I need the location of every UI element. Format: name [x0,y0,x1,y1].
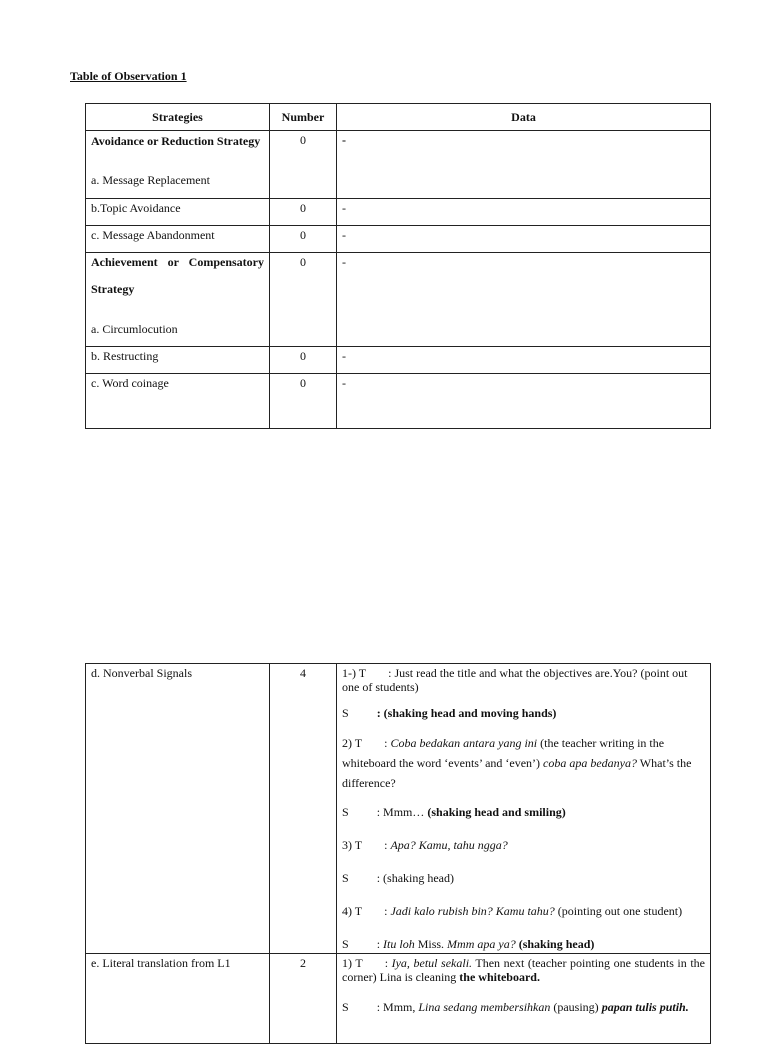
speaker: 3) T [342,838,363,852]
utterance: : (shaking head) [376,871,454,885]
speaker: 2) T [342,736,363,750]
utterance-l1: Lina sedang membersihkan [418,1000,551,1014]
utterance-l1: Apa? Kamu, tahu ngga? [390,838,508,852]
strategy-cell [86,131,270,199]
utterance: : Just read the title and what the objectives are.You? (point out one of students) [342,666,688,694]
utterance-l1: Iya, betul sekali. [391,956,473,970]
dialogue-line [342,871,705,885]
dialogue-line [342,904,705,918]
utterance: (shaking head and smiling) [427,805,566,819]
utterance: : Mmm… [376,805,428,819]
table-row [86,253,711,347]
dialogue-line [342,733,705,793]
observation-table-continued [85,663,711,1044]
page-title: Table of Observation 1 [70,69,187,83]
speaker: S [342,706,349,720]
utterance: Miss. [414,937,448,951]
table-header-row [86,104,711,131]
heading-word: or [167,255,179,269]
speaker: S [342,805,349,819]
dialogue-line [342,706,705,720]
dialogue-line [342,805,705,819]
achievement-heading [91,255,264,269]
strategy-cell: b.Topic Avoidance [86,199,270,226]
circumlocution-label: a. Circumlocution [91,322,178,336]
data-cell [337,954,711,1044]
number-cell: 0 [270,347,337,374]
utterance: (pausing) [550,1000,602,1014]
dialogue-line [342,838,705,852]
strategy-cell: e. Literal translation from L1 [86,954,270,1044]
utterance: : [376,937,384,951]
speaker: S [342,937,349,951]
header-strategies: Strategies [86,104,270,131]
utterance-l1: Jadi kalo rubish bin? Kamu tahu? [390,904,555,918]
utterance: : [384,736,391,750]
number-cell: 0 [270,374,337,429]
table-row [86,131,711,199]
utterance: (shaking head) [515,937,595,951]
table-row [86,199,711,226]
speaker: S [342,1000,349,1014]
number-cell: 2 [270,954,337,1044]
utterance-l1: Itu loh [383,937,415,951]
strategy-cell: d. Nonverbal Signals [86,664,270,954]
speaker: 1) T [342,956,363,970]
number-cell: 0 [270,253,337,347]
table-row [86,954,711,1044]
utterance: : [384,904,391,918]
data-cell: - [337,226,711,253]
utterance: What’s the difference? [342,756,692,790]
table-row [86,374,711,429]
strategy-cell: b. Restructing [86,347,270,374]
message-replacement-label: a. Message Replacement [91,173,210,187]
utterance: Then next (teacher pointing one students in the corner) Lina is cleaning [342,956,705,984]
number-cell: 0 [270,199,337,226]
strategy-cell: c. Word coinage [86,374,270,429]
data-cell: - [337,199,711,226]
utterance: (pointing out one student) [554,904,683,918]
utterance: : (shaking head and moving hands) [376,706,557,720]
speaker: 4) T [342,904,363,918]
data-cell: - [337,253,711,347]
utterance: the whiteboard. [459,970,540,984]
speaker: S [342,871,349,885]
utterance: (the teacher writing in the whiteboard the word ‘events’ and ‘even’) [342,736,665,770]
dialogue-line [342,956,705,984]
dialogue-line [342,666,705,694]
header-data: Data [337,104,711,131]
heading-word: Compensatory [188,255,264,269]
utterance: : Mmm, [376,1000,419,1014]
number-cell: 0 [270,226,337,253]
achievement-heading-2: Strategy [91,282,135,296]
observation-table [85,103,711,429]
header-number: Number [270,104,337,131]
number-cell: 4 [270,664,337,954]
avoidance-heading: Avoidance or Reduction Strategy [91,134,261,148]
table-row [86,347,711,374]
utterance-l1: Mmm apa ya? [447,937,516,951]
data-cell: - [337,347,711,374]
data-cell: - [337,131,711,199]
data-cell: - [337,374,711,429]
table-row [86,226,711,253]
utterance: : [384,956,392,970]
heading-word: Achievement [91,255,158,269]
table-row [86,664,711,954]
number-cell: 0 [270,131,337,199]
strategy-cell [86,253,270,347]
data-cell [337,664,711,954]
dialogue-line [342,937,705,951]
utterance: : [384,838,391,852]
strategy-cell: c. Message Abandonment [86,226,270,253]
speaker: 1-) T [342,666,367,680]
utterance-l1: papan tulis putih. [601,1000,689,1014]
utterance-l1: Coba bedakan antara yang ini [390,736,538,750]
utterance-l1: coba apa bedanya? [543,756,638,770]
dialogue-line [342,1000,705,1014]
